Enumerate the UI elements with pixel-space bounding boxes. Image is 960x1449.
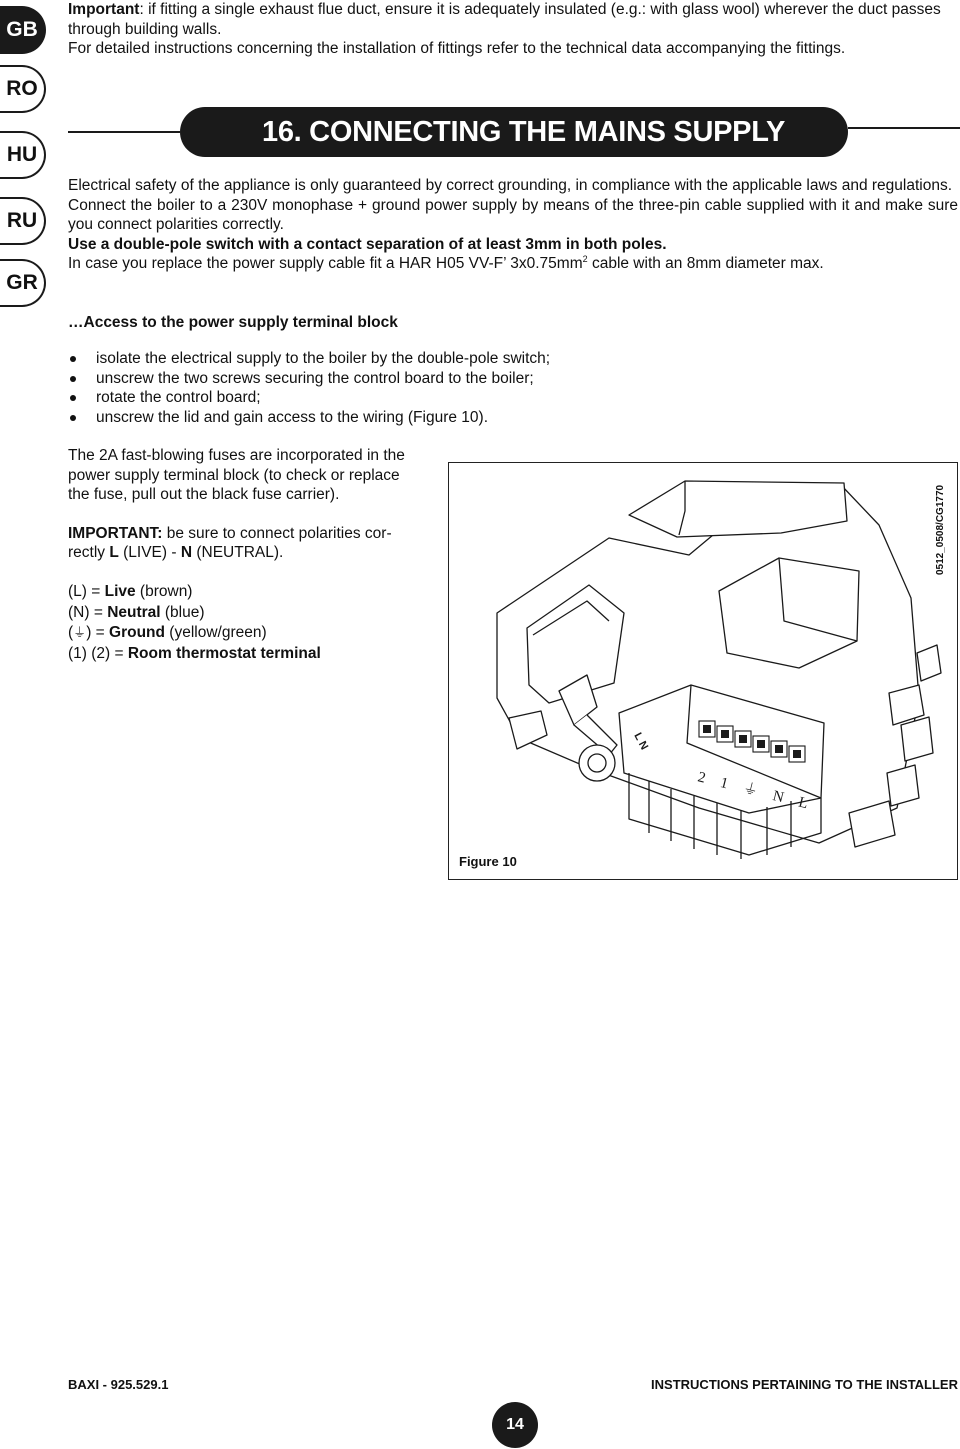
block-labels: L N [631,730,651,752]
header-rule-right [848,127,960,129]
list-item: isolate the electrical supply to the boiler by the double-pole switch; [68,349,550,369]
bullet-icon [70,376,76,382]
lang-tab-hu[interactable]: HU [0,131,46,179]
list-item: unscrew the two screws securing the control board to the boiler; [68,369,550,389]
polarity-note: IMPORTANT: be sure to connect polarities cor- [68,524,392,542]
figure-code: 0512_0508/CG1770 [935,484,946,575]
terminal-labels: 2 1 ⏚ N L [696,769,816,814]
section-body [68,176,958,274]
control-board-drawing [449,463,956,878]
bullet-icon [70,395,76,401]
list-item: rotate the control board; [68,388,550,408]
bullet-icon [70,415,76,421]
legend-neutral: (N) = Neutral (blue) [68,603,205,621]
cable-paragraph: In case you replace the power supply cable fit a HAR H05 VV-F’ $3x0.75mm^2$ cable with an 8mm diameter max. [68,253,824,272]
access-steps [68,349,550,427]
legend-thermostat: (1) (2) = Room thermostat terminal [68,644,321,662]
lang-tab-ru[interactable]: RU [0,197,46,245]
page-number: 14 [492,1402,538,1448]
list-item: unscrew the lid and gain access to the wiring (Figure 10). [68,408,550,428]
legend-ground: (⏚) = Ground (yellow/green) [68,624,267,641]
footer-section-title: INSTRUCTIONS PERTAINING TO THE INSTALLER [651,1377,958,1392]
ground-icon: ⏚ [73,625,87,640]
legend-live: (L) = Live (brown) [68,583,193,600]
important-label: Important [68,1,140,18]
bullet-icon [70,356,76,362]
safety-paragraph: Electrical safety of the appliance is only guaranteed by correct grounding, in compliance with the applicable laws and regulations. [68,177,953,194]
lang-tab-gb[interactable]: GB [0,6,46,54]
fuse-notes: The 2A fast-blowing fuses are incorporated in the power supply terminal block (to check or replace the fuse, pull out the black fuse carrier). IMPORTANT: be sure to connect polarities cor- rectly L (LIVE) - N (NEUTRAL). [68,446,428,563]
important-text: : if fitting a single exhaust flue duct, ensure it is adequately insulated (e.g.: with glass wool) wherever the duct passes through building walls. [68,1,941,38]
figure-10 [448,462,958,880]
access-title: …Access to the power supply terminal block [68,314,398,331]
footer-doc-code: BAXI - 925.529.1 [68,1377,169,1392]
connect-paragraph: Connect the boiler to a 230V monophase + ground power supply by means of the three-pin cable supplied with it and make sure you connect polarities correctly. [68,196,958,233]
header-rule-left [68,131,180,133]
section-header-bar [180,107,848,157]
important-note [68,0,958,59]
section-title: 16. CONNECTING THE MAINS SUPPLY [262,116,785,148]
fittings-text: For detailed instructions concerning the installation of fittings refer to the technical data accompanying the fittings. [68,40,846,57]
switch-requirement: Use a double-pole switch with a contact separation of at least 3mm in both poles. [68,235,667,253]
wiring-legend [68,582,321,664]
lang-tab-ro[interactable]: RO [0,65,46,113]
figure-caption: Figure 10 [459,854,517,869]
lang-tab-gr[interactable]: GR [0,259,46,307]
